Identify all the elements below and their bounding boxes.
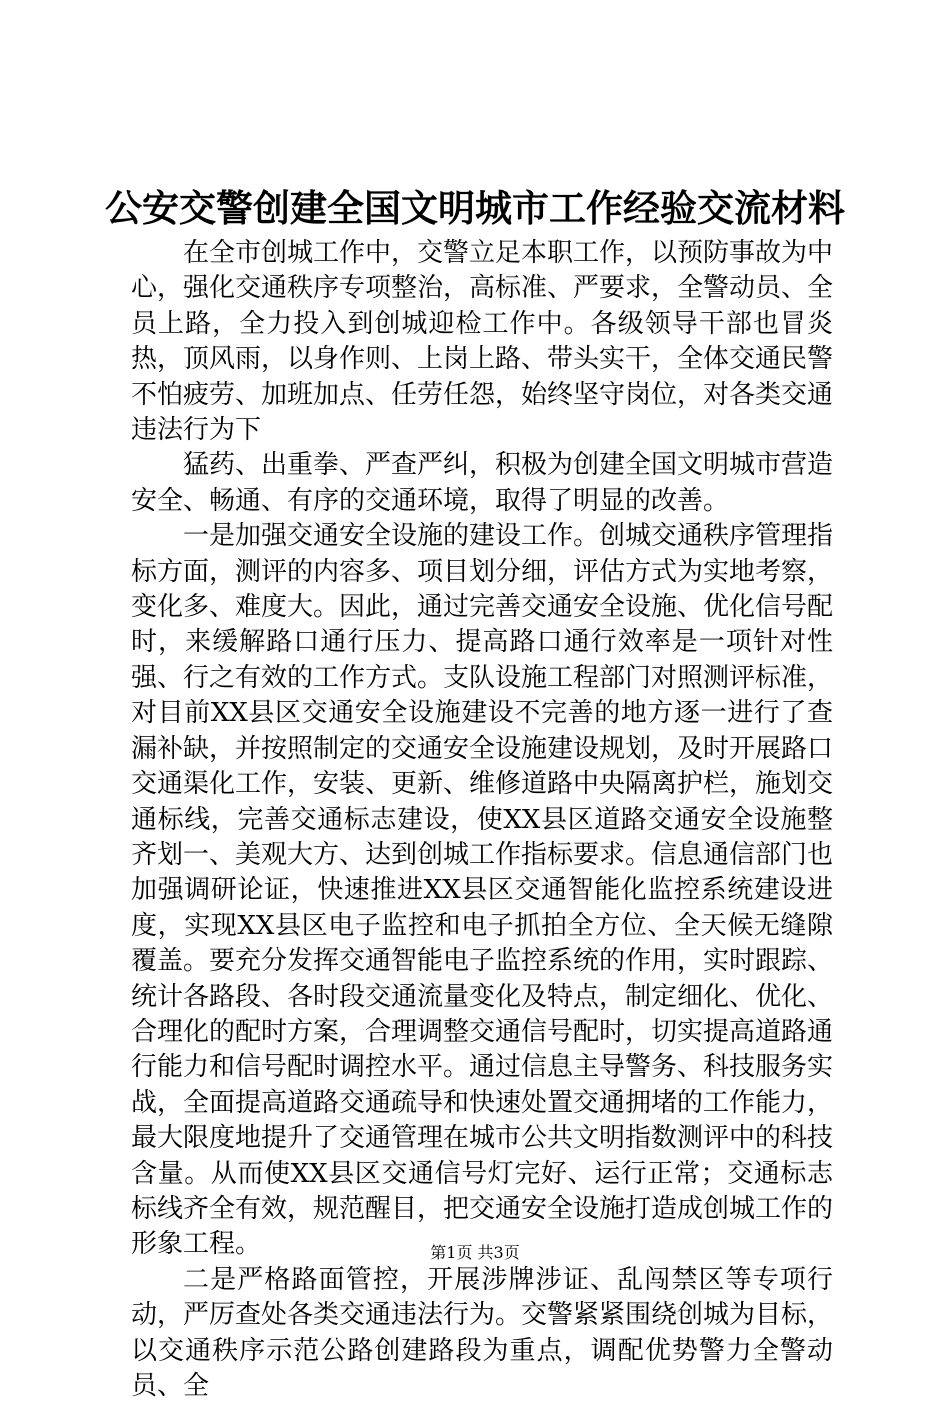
paragraph: 二是严格路面管控，开展涉牌涉证、乱闯禁区等专项行动，严厉查处各类交通违法行为。交警紧紧围绕创城为目标，以交通秩序示范公路创建路段为重点，调配优势警力全警动员、全: [131, 1264, 834, 1401]
paragraph: 一是加强交通安全设施的建设工作。创城交通秩序管理指标方面，测评的内容多、项目划分细，评估方式为实地考察，变化多、难度大。因此，通过完善交通安全设施、优化信号配时，来缓解路口通行压力、提高路口通行效率是一项针对性强、行之有效的工作方式。支队设施工程部门对照测评标准，对目前XX县区交通安全设施建设不完善的地方逐一进行了查漏补缺，并按照制定的交通安全设施建设规划，及时开展路口交通渠化工作，安装、更新、维修道路中央隔离护栏，施划交通标线，完善交通标志建设，使XX县区道路交通安全设施整齐划一、美观大方、达到创城工作指标要求。信息通信部门也加强调研论证，快速推进XX县区交通智能化监控系统建设进度，实现XX县区电子监控和电子抓拍全方位、全天候无缝隙覆盖。要充分发挥交通智能电子监控系统的作用，实时跟踪、统计各路段、各时段交通流量变化及特点，制定细化、优化、合理化的配时方案，合理调整交通信号配时，切实提高道路通行能力和信号配时调控水平。通过信息主导警务、科技服务实战，全面提高道路交通疏导和快速处置交通拥堵的工作能力，最大限度地提升了交通管理在城市公共文明指数测评中的科技含量。从而使XX县区交通信号灯完好、运行正常；交通标志标线齐全有效，规范醒目，把交通安全设施打造成创城工作的形象工程。: [131, 521, 834, 1260]
paragraph: 猛药、出重拳、严查严纠，积极为创建全国文明城市营造安全、畅通、有序的交通环境，取得了明显的改善。: [131, 450, 834, 516]
document-body: [131, 236, 833, 1404]
page-number-footer: 第1页 共3页: [430, 1243, 520, 1262]
paragraph: 在全市创城工作中，交警立足本职工作，以预防事故为中心，强化交通秩序专项整治，高标准、严要求，全警动员、全员上路，全力投入到创城迎检工作中。各级领导干部也冒炎热，顶风雨，以身作则、上岗上路、带头实干，全体交通民警不怕疲劳、加班加点、任劳任怨，始终坚守岗位，对各类交通违法行为下: [131, 238, 834, 446]
document-title: 公安交警创建全国文明城市工作经验交流材料: [105, 186, 845, 230]
